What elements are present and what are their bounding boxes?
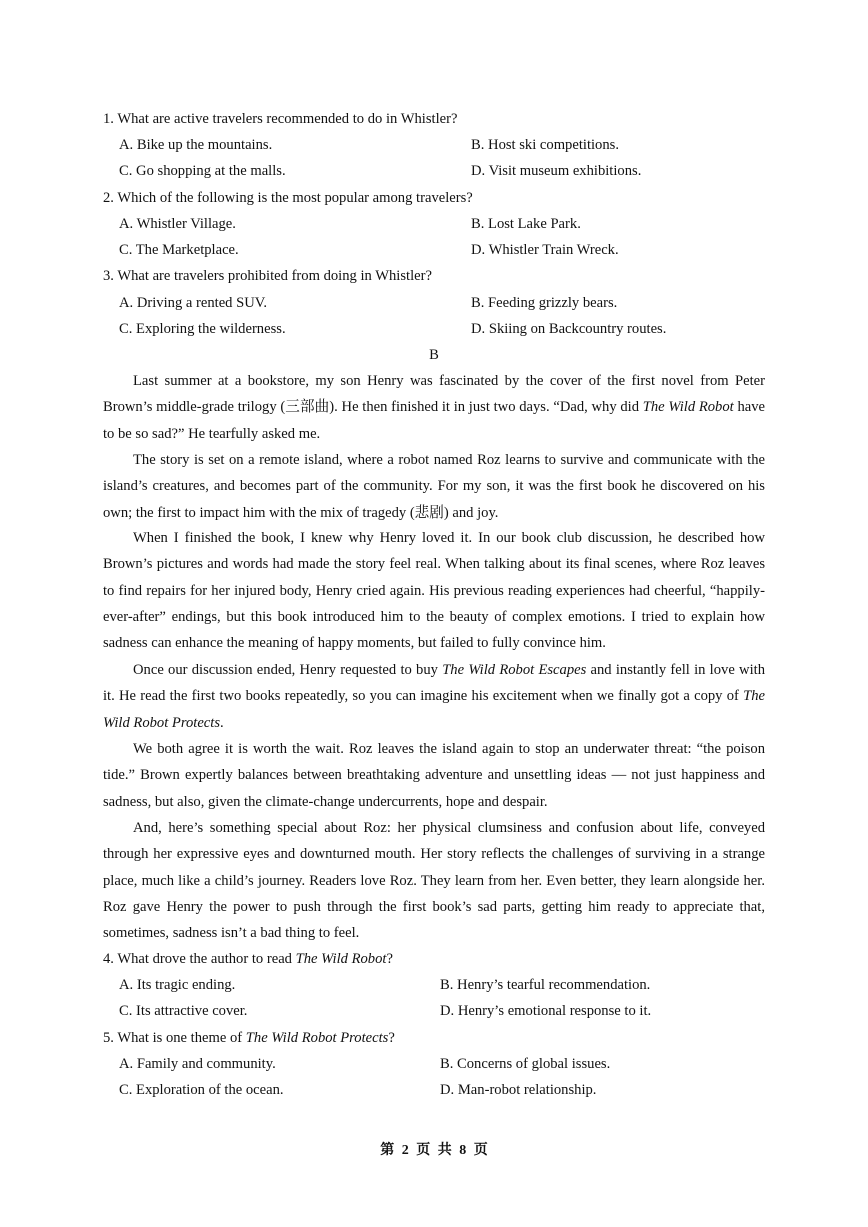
question-4-option-a: A. Its tragic ending. (119, 977, 236, 993)
book-title: The Wild Robot (295, 951, 387, 967)
section-heading-b: B (429, 347, 439, 363)
passage-paragraph-2: The story is set on a remote island, where a robot named Roz learns to survive and communicate with the island’s creatures, and becomes part of the community. For my son, it was the first book he discovered on his own; the first to impact him with the mix of tragedy (悲剧) and joy. (103, 452, 765, 521)
passage-paragraph-1: Last summer at a bookstore, my son Henry was fascinated by the cover of the first novel from Peter Brown’s middle-grade trilogy (三部曲). He then finished it in just two days. “Dad, why did The Wild Robot have to be so sad?” He tearfully asked me. (103, 373, 765, 442)
question-2-option-c: C. The Marketplace. (119, 242, 239, 258)
question-5-option-c: C. Exploration of the ocean. (119, 1082, 284, 1098)
book-title: The Wild Robot Protects (245, 1030, 389, 1046)
question-1-stem: 1. What are active travelers recommended to do in Whistler? (103, 111, 458, 127)
question-2-option-b: B. Lost Lake Park. (471, 216, 581, 232)
book-title: The Wild Robot Escapes (442, 662, 587, 678)
question-2-option-a: A. Whistler Village. (119, 216, 236, 232)
question-1-option-d: D. Visit museum exhibitions. (471, 163, 642, 179)
passage-paragraph-3: When I finished the book, I knew why Henry loved it. In our book club discussion, he described how Brown’s pictures and words had made the story feel real. When talking about its final scenes, where Roz leaves to find repairs for her injured body, Henry cried again. His previous reading experiences had cheerful, “happily-ever-after” endings, but this book introduced him to the beauty of complex emotions. I tried to explain how sadness can enhance the meaning of happy moments, but failed to fully convince him. (103, 530, 765, 652)
question-5-option-b: B. Concerns of global issues. (440, 1056, 611, 1072)
question-4-option-c: C. Its attractive cover. (119, 1003, 248, 1019)
question-2-option-d: D. Whistler Train Wreck. (471, 242, 619, 258)
passage-paragraph-6: And, here’s something special about Roz: her physical clumsiness and confusion about life, conveyed through her expressive eyes and downturned mouth. Her story reflects the challenges of surviving in a strange place, much like a child’s journey. Readers love Roz. They learn from her. Even better, they learn alongside her. Roz gave Henry the power to push through the first book’s sad parts, getting him ready to appreciate that, sometimes, sadness isn’t a bad thing to feel. (103, 820, 765, 942)
book-title: The Wild Robot Protects (103, 688, 765, 731)
question-4-stem: 4. What drove the author to read The Wild Robot? (103, 951, 393, 967)
question-3-option-b: B. Feeding grizzly bears. (471, 295, 618, 311)
question-1-option-a: A. Bike up the mountains. (119, 137, 273, 153)
page-number-footer: 第 2 页 共 8 页 (380, 1143, 488, 1158)
question-3-option-a: A. Driving a rented SUV. (119, 295, 268, 311)
question-5-option-d: D. Man-robot relationship. (440, 1082, 597, 1098)
question-4-option-d: D. Henry’s emotional response to it. (440, 1003, 652, 1019)
question-3-stem: 3. What are travelers prohibited from doing in Whistler? (103, 268, 432, 284)
question-1-option-b: B. Host ski competitions. (471, 137, 619, 153)
question-4-option-b: B. Henry’s tearful recommendation. (440, 977, 651, 993)
question-5-option-a: A. Family and community. (119, 1056, 276, 1072)
question-2-stem: 2. Which of the following is the most popular among travelers? (103, 190, 473, 206)
question-3-option-d: D. Skiing on Backcountry routes. (471, 321, 667, 337)
question-1-option-c: C. Go shopping at the malls. (119, 163, 286, 179)
question-3-option-c: C. Exploring the wilderness. (119, 321, 286, 337)
passage-paragraph-4: Once our discussion ended, Henry requested to buy The Wild Robot Escapes and instantly fell in love with it. He read the first two books repeatedly, so you can imagine his excitement when we finally got a copy of The Wild Robot Protects. (103, 662, 765, 731)
question-5-stem: 5. What is one theme of The Wild Robot Protects? (103, 1030, 395, 1046)
book-title: The Wild Robot (642, 399, 734, 416)
passage-paragraph-5: We both agree it is worth the wait. Roz leaves the island again to stop an underwater threat: “the poison tide.” Brown expertly balances between breathtaking adventure and unsettling ideas — not just happiness and sadness, but also, given the climate-change undercurrents, hope and despair. (103, 741, 765, 810)
